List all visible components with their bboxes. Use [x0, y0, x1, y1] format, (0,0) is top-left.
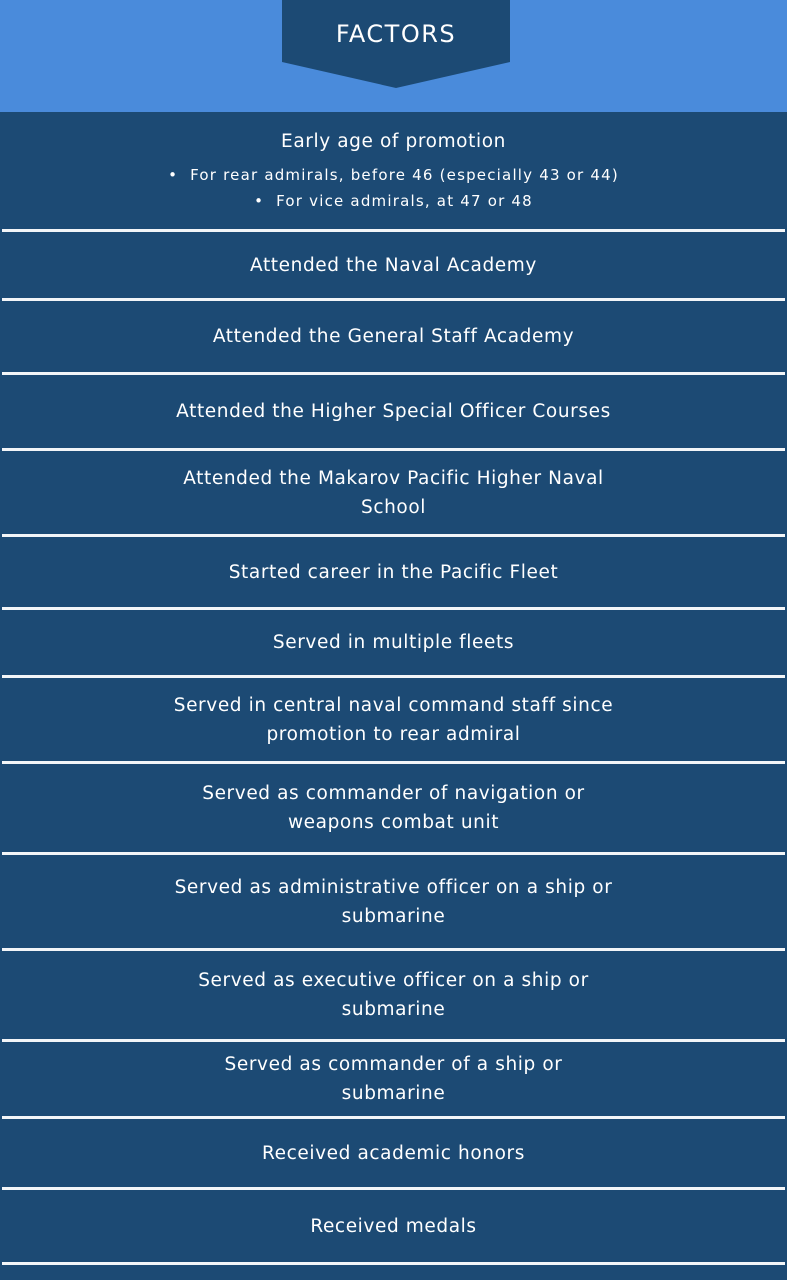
- factor-row: [0, 301, 787, 372]
- title-flag: [282, 0, 510, 88]
- factor-row: [0, 1190, 787, 1262]
- factor-label: Served in multiple fleets: [272, 632, 515, 653]
- factor-label: Attended the Higher Special Officer Courses: [176, 401, 611, 422]
- factor-row: [0, 678, 787, 761]
- factor-row: [0, 855, 787, 948]
- factor-label: Served as commander of navigation or weapons combat unit: [202, 783, 585, 833]
- factor-row: [0, 1042, 787, 1116]
- factor-label: Served as commander of a ship or submarine: [224, 1054, 563, 1104]
- factor-row: [0, 375, 787, 448]
- factor-label: Started career in the Pacific Fleet: [228, 561, 559, 583]
- factor-label: Early age of promotion: [281, 131, 506, 152]
- factor-detail-item: • For vice admirals, at 47 or 48: [168, 188, 619, 214]
- factor-row: [0, 610, 787, 675]
- factor-row: [0, 1119, 787, 1187]
- factor-label: Served as administrative officer on a ship or submarine: [174, 876, 613, 927]
- factor-label: Served as executive officer on a ship or submarine: [198, 970, 589, 1020]
- factor-label: Attended the Makarov Pacific Higher Naval School: [183, 467, 604, 518]
- factor-label: Attended the General Staff Academy: [212, 326, 575, 347]
- factor-row: [0, 232, 787, 298]
- factor-label: Received academic honors: [262, 1142, 525, 1164]
- factor-details-list: [168, 162, 619, 214]
- row-divider: [2, 1262, 785, 1265]
- header-banner: [0, 0, 787, 112]
- factor-label: Served in central naval command staff since promotion to rear admiral: [173, 694, 614, 745]
- factor-row-early-age: [0, 112, 787, 229]
- factor-label: Received medals: [310, 1215, 477, 1237]
- factor-detail-item: • For rear admirals, before 46 (especially 43 or 44): [168, 162, 619, 188]
- factor-label: Attended the Naval Academy: [250, 254, 537, 276]
- factor-row: [0, 764, 787, 852]
- page-title: FACTORS: [335, 20, 457, 48]
- factor-row: [0, 537, 787, 607]
- factor-row: [0, 451, 787, 534]
- factor-row: [0, 951, 787, 1039]
